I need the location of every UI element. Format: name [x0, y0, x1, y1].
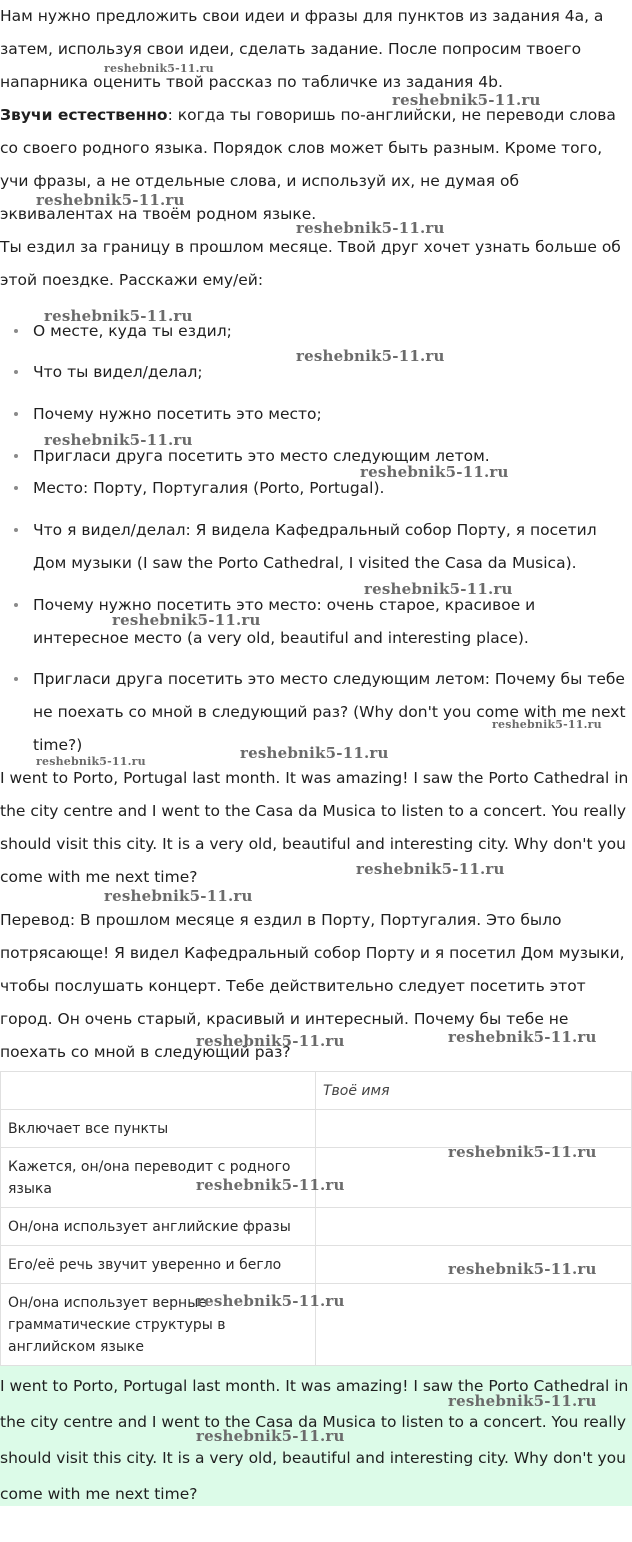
highlight-answer-box: [0, 1366, 632, 1506]
watermark: reshebnik5-11.ru: [104, 887, 253, 905]
table-cell-score[interactable]: [316, 1284, 632, 1366]
watermark: reshebnik5-11.ru: [44, 431, 193, 449]
watermark: reshebnik5-11.ru: [196, 1292, 345, 1310]
watermark: reshebnik5-11.ru: [44, 307, 193, 325]
bullet-icon: [14, 677, 18, 681]
table-cell-criterion: Он/она использует английские фразы: [1, 1208, 316, 1246]
watermark: reshebnik5-11.ru: [104, 62, 214, 75]
story-paragraph: I went to Porto, Portugal last month. It was amazing! I saw the Porto Cathedral in the city centre and I went to the Casa da Musica to listen to a concert. You really should visit this city. It is a very old, beautiful and interesting city. Why don't you come with me next time?: [0, 769, 629, 886]
table-cell-criterion: Его/её речь звучит уверенно и бегло: [1, 1246, 316, 1284]
page: Нам нужно предложить свои идеи и фразы для пунктов из задания 4a, а затем, используя свои идеи, сделать задание. После попросим твоего напарника оценить твой рассказ по табличке из задания 4b. Звучи естественно: когда ты говоришь по-английски, не переводи слова со своего родного языка. Порядок слов может быть разным. Кроме того, учи фразы, а не отдельные слова, и используй их, не думая об эквивалентах на твоём родном языке. Ты ездил за границу в прошлом месяце. Твой друг хочет узнать больше об этой поездке. Расскажи ему/ей: О месте, куда ты ездил; Что ты видел/делал; Почему нужно посетить это место; Пригласи друга посетить это место следующим летом. Место: Порту, Португалия (Porto, Portugal). Что я видел/делал: Я видела Кафедральный собор Порту, я посетил Дом музыки (I saw the Porto Cathedral, I visited the Casa da Musica). Почему нужно посетить это место: очень старое, красивое и интересное место (a very old, beautiful and interesting place). Пригласи друга посетить это место следующим летом: Почему бы тебе не поехать со мной в следующий раз? (Why don't you come with me next time?) I went to Porto, Portugal last month. It was amazing! I saw the Porto Cathedral in the city centre and I went to the Casa da Musica to listen to a concert. You really should visit this city. It is a very old, beautiful and interesting city. Why don't you come with me next time? Перевод: В прошлом месяце я ездил в Порту, Португалия. Это было потрясающе! Я видел Кафедральный собор Порту и я посетил Дом музыки, чтобы послушать концерт. Тебе действительно следует посетить этот город. Он очень старый, красивый и интересный. Почему бы тебе не поехать со мной в следующий раз? Твоё имя Включает все пункты Кажется, он/она переводит с родного языка Он/она использует английские фразы Его/её речь звучит уверенно и бегло Он/она использует верные грамматические структуры в английском языке I went to Porto, Portugal last month. It was amazing! I saw the Porto Cathedral in the city centre and I went to the Casa da Musica to listen to a concert. You really should visit this city. It is a very old, beautiful and interesting city. Why don't you come with me next time? reshebnik5-11.ru reshebnik5-11.ru reshebnik5-11.ru reshebnik5-11.ru reshebnik5-11.ru reshebnik5-11.ru reshebnik5-11.ru reshebnik5-11.ru reshebnik5-11.ru reshebnik5-11.ru reshebnik5-11.ru reshebnik5-11.ru reshebnik5-11.ru reshebnik5-11.ru reshebnik5-11.ru reshebnik5-11.ru reshebnik5-11.ru reshebnik5-11.ru reshebnik5-11.ru reshebnik5-11.ru reshebnik5-11.ru reshebnik5-11.ru reshebnik5-11.ru: [0, 0, 632, 1542]
table-row: [1, 1246, 632, 1284]
bullet-icon: [14, 528, 18, 532]
bullet-icon: [14, 603, 18, 607]
bullet-icon: [14, 329, 18, 333]
table-cell-score[interactable]: [316, 1246, 632, 1284]
table-row: [1, 1110, 632, 1148]
watermark: reshebnik5-11.ru: [392, 91, 541, 109]
watermark: reshebnik5-11.ru: [448, 1028, 597, 1046]
table-cell-criterion: Он/она использует верные грамматические структуры в английском языке: [1, 1284, 316, 1366]
table-cell-score[interactable]: [316, 1208, 632, 1246]
bullet-icon: [14, 454, 18, 458]
rating-table: [0, 1071, 632, 1366]
watermark: reshebnik5-11.ru: [296, 347, 445, 365]
tip-paragraph: [0, 99, 632, 231]
watermark: reshebnik5-11.ru: [240, 744, 389, 762]
watermark: reshebnik5-11.ru: [448, 1392, 597, 1410]
table-cell-criterion: Кажется, он/она переводит с родного языка: [1, 1148, 316, 1208]
watermark: reshebnik5-11.ru: [448, 1260, 597, 1278]
watermark: reshebnik5-11.ru: [112, 611, 261, 629]
table-cell-score[interactable]: [316, 1148, 632, 1208]
bullet-icon: [14, 412, 18, 416]
tip-text: : когда ты говоришь по-английски, не переводи слова со своего родного языка. Порядок слов может быть разным. Кроме того, учи фразы, а не отдельные слова, и используй их, не думая об эквивалентах на твоём родном языке.: [0, 106, 616, 223]
table-row: [1, 1148, 632, 1208]
task-paragraph: Ты ездил за границу в прошлом месяце. Твой друг хочет узнать больше об этой поездке. Расскажи ему/ей:: [0, 238, 621, 289]
table-header-row: [1, 1072, 632, 1110]
table-row: [1, 1208, 632, 1246]
watermark: reshebnik5-11.ru: [196, 1176, 345, 1194]
watermark: reshebnik5-11.ru: [448, 1143, 597, 1161]
highlight-answer-text: I went to Porto, Portugal last month. It was amazing! I saw the Porto Cathedral in the city centre and I went to the Casa da Musica to listen to a concert. You really should visit this city. It is a very old, beautiful and interesting city. Why don't you come with me next time?: [0, 1377, 629, 1503]
watermark: reshebnik5-11.ru: [196, 1427, 345, 1445]
tip-bold: Звучи естественно: [0, 106, 168, 124]
watermark: reshebnik5-11.ru: [296, 219, 445, 237]
watermark: reshebnik5-11.ru: [36, 191, 185, 209]
intro-paragraph: Нам нужно предложить свои идеи и фразы для пунктов из задания 4a, а затем, используя свои идеи, сделать задание. После попросим твоего напарника оценить твой рассказ по табличке из задания 4b.: [0, 7, 604, 91]
watermark: reshebnik5-11.ru: [360, 463, 509, 481]
table-header-cell: [1, 1072, 316, 1110]
watermark: reshebnik5-11.ru: [356, 860, 505, 878]
table-row: [1, 1284, 632, 1366]
bullet-icon: [14, 370, 18, 374]
translation-paragraph: Перевод: В прошлом месяце я ездил в Порту, Португалия. Это было потрясающе! Я видел Кафедральный собор Порту и я посетил Дом музыки, чтобы послушать концерт. Тебе действительно следует посетить этот город. Он очень старый, красивый и интересный. Почему бы тебе не поехать со мной в следующий раз?: [0, 911, 625, 1061]
table-cell-score[interactable]: [316, 1110, 632, 1148]
table-cell-criterion: Включает все пункты: [1, 1110, 316, 1148]
table-header-name: Твоё имя: [316, 1072, 632, 1110]
watermark: reshebnik5-11.ru: [196, 1032, 345, 1050]
watermark: reshebnik5-11.ru: [36, 755, 146, 768]
bullet-icon: [14, 486, 18, 490]
watermark: reshebnik5-11.ru: [492, 718, 602, 731]
watermark: reshebnik5-11.ru: [364, 580, 513, 598]
